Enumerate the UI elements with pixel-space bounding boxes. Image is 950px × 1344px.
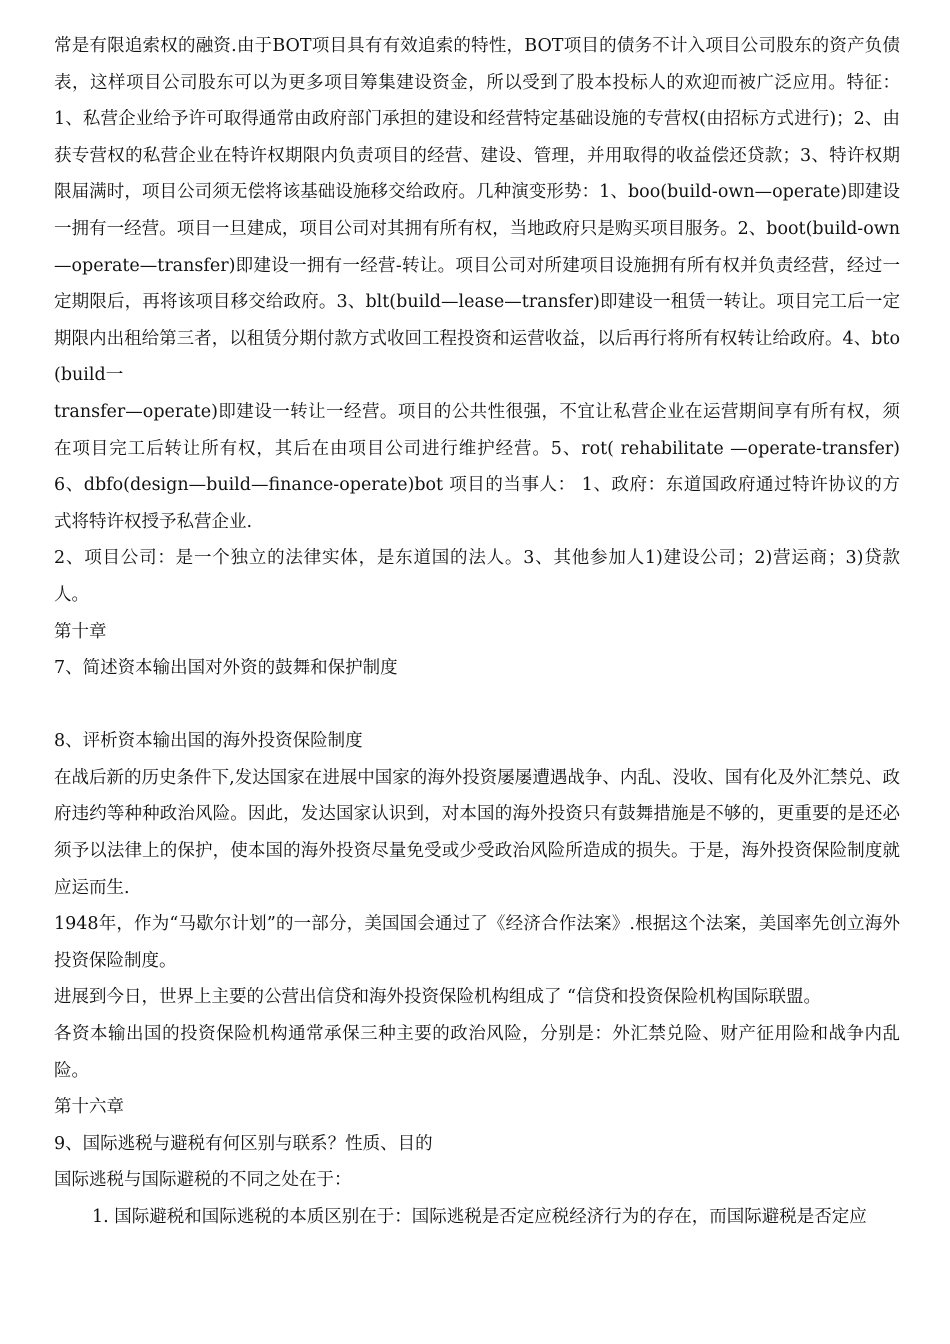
q8-paragraph-1: 在战后新的历史条件下,发达国家在进展中国家的海外投资屡屡遭遇战争、内乱、没收、国有化及外汇禁兑、政府违约等种种政治风险。因此，发达国家认识到，对本国的海外投资只有鼓舞措施是不够的，更重要的是还必须予以法律上的保护，使本国的海外投资尽量免受或少受政治风险所造成的损失。于是，海外投资保险制度就应运而生. [54, 767, 900, 898]
q9-list-item-1: 1. 国际避税和国际逃税的本质区别在于：国际逃税是否定应税经济行为的存在，而国际避税是否定应 [92, 1207, 867, 1227]
q8-paragraph-3: 进展到今日，世界上主要的公营出信贷和海外投资保险机构组成了 “信贷和投资保险机构国际联盟。 [54, 987, 822, 1008]
q8-paragraph-2: 1948年，作为“马歇尔计划”的一部分，美国国会通过了《经济合作法案》.根据这个法案，美国率先创立海外投资保险制度。 [54, 914, 900, 971]
question-9: 9、国际逃税与避税有何区别与联系？性质、目的 [54, 1133, 433, 1154]
bot-paragraph-1: 常是有限追索权的融资.由于BOT项目具有有效追索的特性，BOT项目的债务不计入项目公司股东的资产负债表，这样项目公司股东可以为更多项目筹集建设资金，所以受到了股本投标人的欢迎而被广泛应用。特征：1、私营企业给予许可取得通常由政府部门承担的建设和经营特定基础设施的专营权(由招标方式进行)；2、由获专营权的私营企业在特许权期限内负责项目的经营、建设、管理，并用取得的收益偿还贷款；3、特许权期限届满时，项目公司须无偿将该基础设施移交给政府。几种演变形势：1、boo(build-own—operate)即建设一拥有一经营。项目一旦建成，项目公司对其拥有所有权，当地政府只是购买项目服务。2、boot(build-own—operate—transfer)即建设一拥有一经营-转让。项目公司对所建项目设施拥有所有权并负责经营，经过一定期限后，再将该项目移交给政府。3、blt(build—lease—transfer)即建设一租赁一转让。项目完工后一定期限内出租给第三者，以租赁分期付款方式收回工程投资和运营收益，以后再行将所有权转让给政府。4、bto(build一 [54, 36, 900, 386]
question-8: 8、评析资本输出国的海外投资保险制度 [54, 731, 363, 752]
chapter-heading-10: 第十章 [54, 621, 107, 642]
question-7: 7、简述资本输出国对外资的鼓舞和保护制度 [54, 658, 398, 679]
q9-intro: 国际逃税与国际避税的不同之处在于： [54, 1170, 352, 1191]
blank-line [54, 687, 900, 724]
bot-paragraph-2: transfer—operate)即建设一转让一经营。项目的公共性很强，不宜让私营企业在运营期间享有所有权，须在项目完工后转让所有权，其后在由项目公司进行维护经营。5、rot( rehabilitate —operate-transfer)6、dbfo(design—build—finance-operate)bot 项目的当事人： 1、政府：东道国政府通过特许协议的方式将特许权授予私营企业. [54, 401, 900, 532]
bot-paragraph-3: 2、项目公司：是一个独立的法律实体，是东道国的法人。3、其他参加人1)建设公司；2)营运商；3)贷款人。 [54, 548, 900, 605]
q8-paragraph-4: 各资本输出国的投资保险机构通常承保三种主要的政治风险，分别是：外汇禁兑险、财产征用险和战争内乱险。 [54, 1024, 900, 1081]
chapter-heading-16: 第十六章 [54, 1097, 124, 1118]
